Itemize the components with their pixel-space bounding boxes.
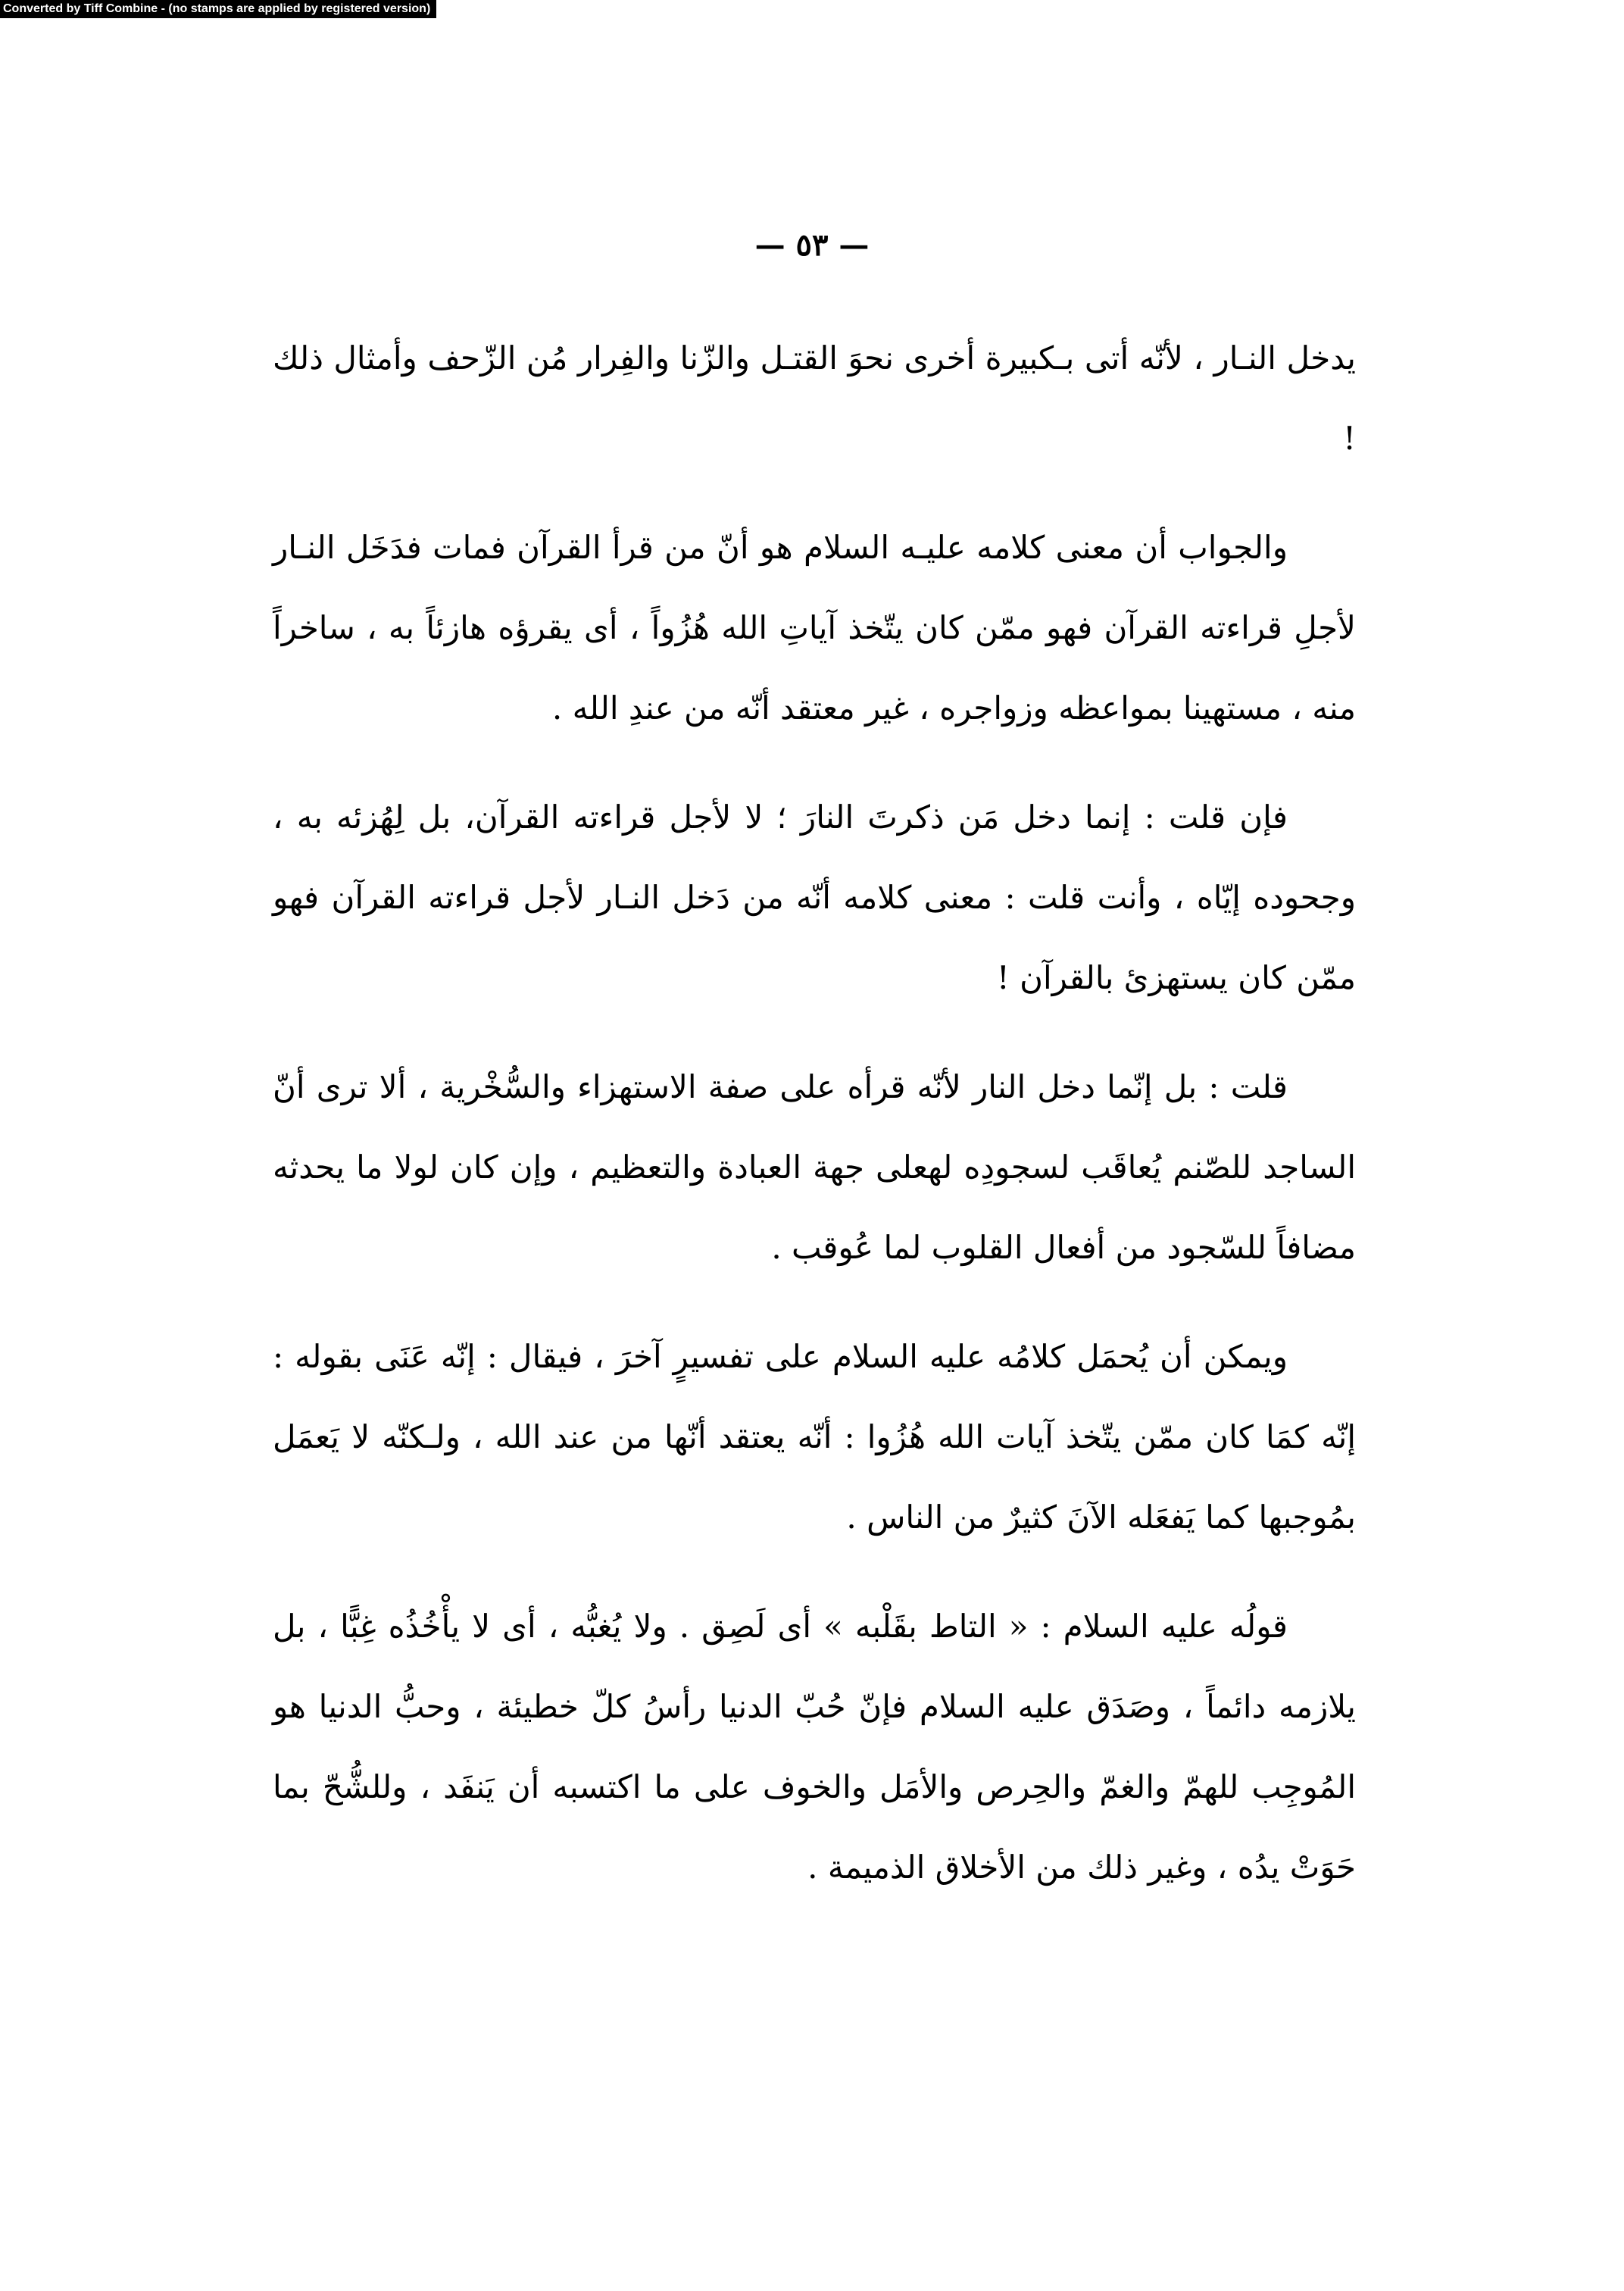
paragraph-2: والجواب أن معنى كلامه عليـه السلام هو أنّ من قرأ القرآن فمات فدَخَل النـار لأجلِ قراءته القرآن فهو ممّن كان يتّخذ آياتِ الله هُزُواً ، أى يقرؤه هازئاً به ، ساخراً منه ، مستهينا بمواعظه وزواجره ، غير معتقد أنّه من عندِ الله .: [273, 529, 1356, 727]
paragraph-6: قولُه عليه السلام : « التاط بقَلْبه » أى لَصِق . ولا يُغبُّه ، أى لا يأْخُذُه غِبًّا ، بل يلازمه دائماً ، وصَدَق عليه السلام فإنّ حُبّ الدنيا رأسُ كلّ خطيئة ، وحبُّ الدنيا هو المُوجِب للهمّ والغمّ والحِرص والأمَل والخوف على ما اكتسبه أن يَنفَد ، وللشُّحّ بما حَوَتْ يدُه ، وغير ذلك من الأخلاق الذميمة .: [273, 1608, 1356, 1886]
text-body: [273, 318, 1356, 1936]
paragraph-1: يدخل النـار ، لأنّه أتى بـكبيرة أخرى نحوَ القتـل والزّنا والفِرار مُن الزّحف وأمثال ذلك !: [273, 339, 1356, 457]
paragraph-3: فإن قلت : إنما دخل مَن ذكرتَ النارَ ؛ لا لأجل قراءته القرآن، بل لِهُزئه به ، وجحوده إيّاه ، وأنت قلت : معنى كلامه أنّه من دَخل النـار لأجل قراءته القرآن فهو ممّن كان يستهزئ بالقرآن !: [273, 799, 1356, 996]
page-number: — ٥٣ —: [754, 227, 870, 263]
paragraph-5: ويمكن أن يُحمَل كلامُه عليه السلام على تفسيرٍ آخرَ ، فيقال : إنّه عَنَى بقوله : إنّه كمَا كان ممّن يتّخذ آيات الله هُزُوا : أنّه يعتقد أنّها من عند الله ، ولـكنّه لا يَعمَل بمُوجبها كما يَفعَله الآنَ كثيرٌ من الناس .: [273, 1338, 1356, 1536]
paragraph-4: قلت : بل إنّما دخل النار لأنّه قرأه على صفة الاستهزاء والسُّخْرية ، ألا ترى أنّ الساجد للصّنم يُعاقَب لسجودِه لهعلى جهة العبادة والتعظيم ، وإن كان لولا ما يحدثه مضافاً للسّجود من أفعال القلوب لما عُوقب .: [273, 1068, 1356, 1266]
watermark-banner: Converted by Tiff Combine - (no stamps are applied by registered version): [0, 0, 436, 18]
